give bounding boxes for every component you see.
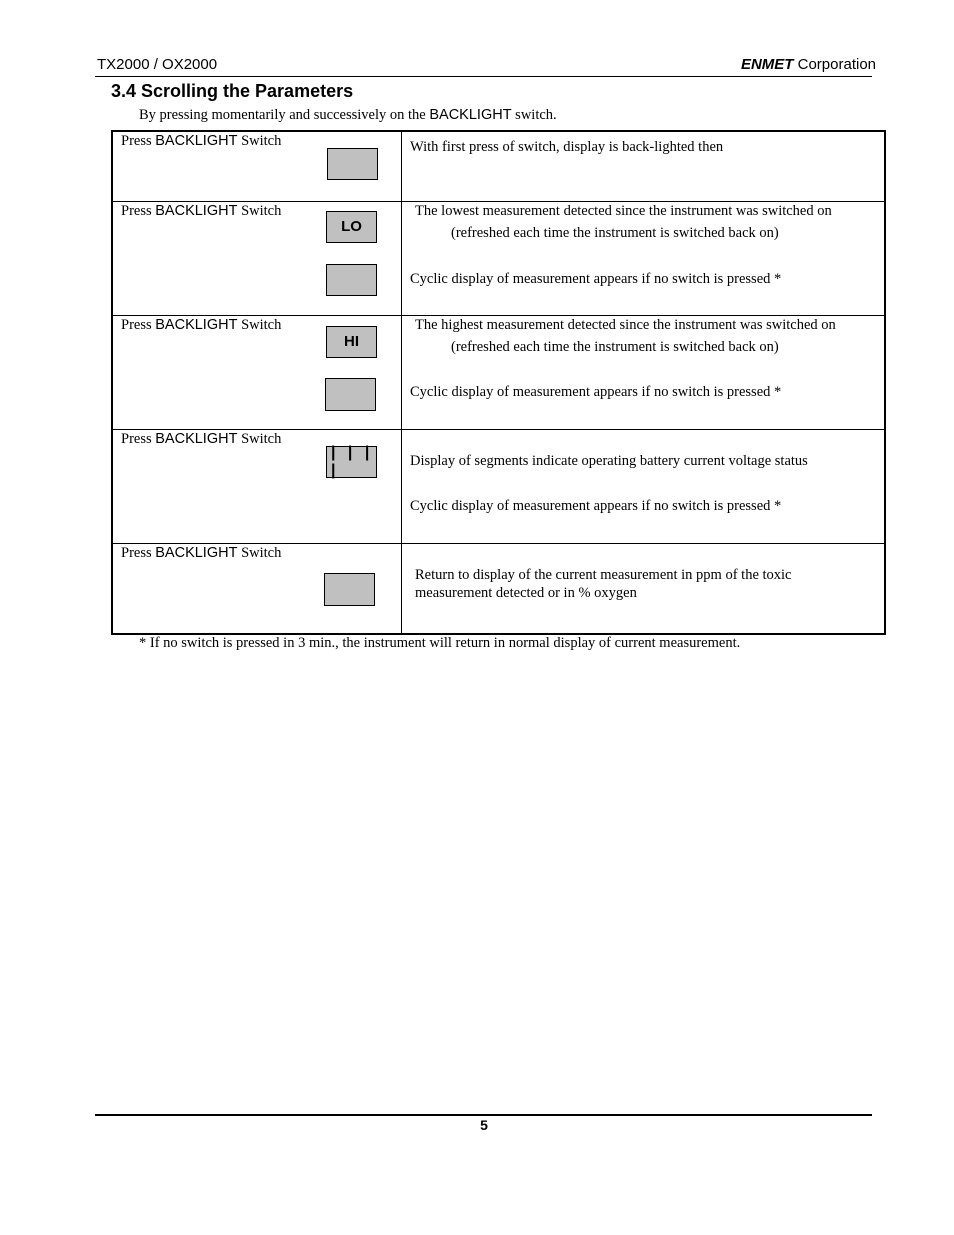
header-company-suffix: Corporation bbox=[793, 56, 876, 73]
description-cell bbox=[402, 315, 886, 429]
header-brand: ENMET bbox=[740, 56, 794, 73]
cyclic-display-text: Cyclic display of measurement appears if no switch is pressed * bbox=[410, 270, 782, 287]
description-note: (refreshed each time the instrument is switched back on) bbox=[451, 338, 779, 355]
intro-text: By pressing momentarily and successively on the bbox=[139, 107, 430, 123]
table-row bbox=[112, 131, 885, 201]
header-model: TX2000 / OX2000 bbox=[97, 56, 218, 73]
cyclic-display-text: Cyclic display of measurement appears if no switch is pressed * bbox=[410, 383, 782, 400]
section-intro bbox=[139, 107, 557, 124]
description-cell bbox=[402, 131, 886, 201]
section-title: 3.4 Scrolling the Parameters bbox=[111, 81, 354, 101]
description-text: The lowest measurement detected since the instrument was switched on bbox=[415, 202, 832, 219]
description-text: With first press of switch, display is back-lighted then bbox=[410, 139, 724, 155]
description-cell bbox=[402, 201, 886, 315]
lcd-display-blank bbox=[325, 378, 376, 411]
description-cell bbox=[402, 429, 886, 543]
table-row bbox=[112, 429, 885, 543]
press-label: Press BACKLIGHT Switch bbox=[121, 316, 282, 333]
press-cell bbox=[112, 315, 402, 429]
description-text: Display of segments indicate operating battery current voltage status bbox=[410, 452, 808, 469]
page-number: 5 bbox=[480, 1117, 488, 1133]
press-label: Press BACKLIGHT Switch bbox=[121, 430, 282, 447]
lcd-display-lo: LO bbox=[326, 211, 377, 243]
press-cell bbox=[112, 131, 402, 201]
table-row bbox=[112, 543, 885, 634]
table-row bbox=[112, 315, 885, 429]
header-company bbox=[741, 56, 876, 73]
footnote: * If no switch is pressed in 3 min., the instrument will return in normal display of current measurement. bbox=[139, 635, 741, 651]
description-cell bbox=[402, 543, 886, 634]
lcd-display-blank bbox=[324, 573, 375, 606]
press-label: Press BACKLIGHT Switch bbox=[121, 202, 282, 219]
cyclic-display-text: Cyclic display of measurement appears if no switch is pressed * bbox=[410, 497, 782, 514]
press-cell bbox=[112, 201, 402, 315]
lcd-display-battery-segments: | | | | bbox=[326, 446, 377, 478]
lcd-display-hi: HI bbox=[326, 326, 377, 358]
description-text: The highest measurement detected since the instrument was switched on bbox=[415, 316, 836, 333]
description-text: Return to display of the current measurement in ppm of the toxic bbox=[415, 566, 792, 583]
press-cell bbox=[112, 543, 402, 634]
scroll-parameters-table bbox=[111, 130, 886, 635]
lcd-display-blank bbox=[326, 264, 377, 296]
table-row bbox=[112, 201, 885, 315]
lcd-display-blank bbox=[327, 148, 378, 180]
press-cell bbox=[112, 429, 402, 543]
description-text-continued: measurement detected or in % oxygen bbox=[415, 584, 637, 601]
press-label: Press BACKLIGHT Switch bbox=[121, 133, 282, 149]
press-label: Press BACKLIGHT Switch bbox=[121, 544, 282, 561]
intro-text-end: switch. bbox=[511, 107, 557, 123]
footer-rule bbox=[95, 1114, 872, 1116]
description-note: (refreshed each time the instrument is switched back on) bbox=[451, 224, 779, 241]
header-rule bbox=[95, 76, 872, 77]
intro-switch-name: BACKLIGHT bbox=[429, 107, 512, 123]
